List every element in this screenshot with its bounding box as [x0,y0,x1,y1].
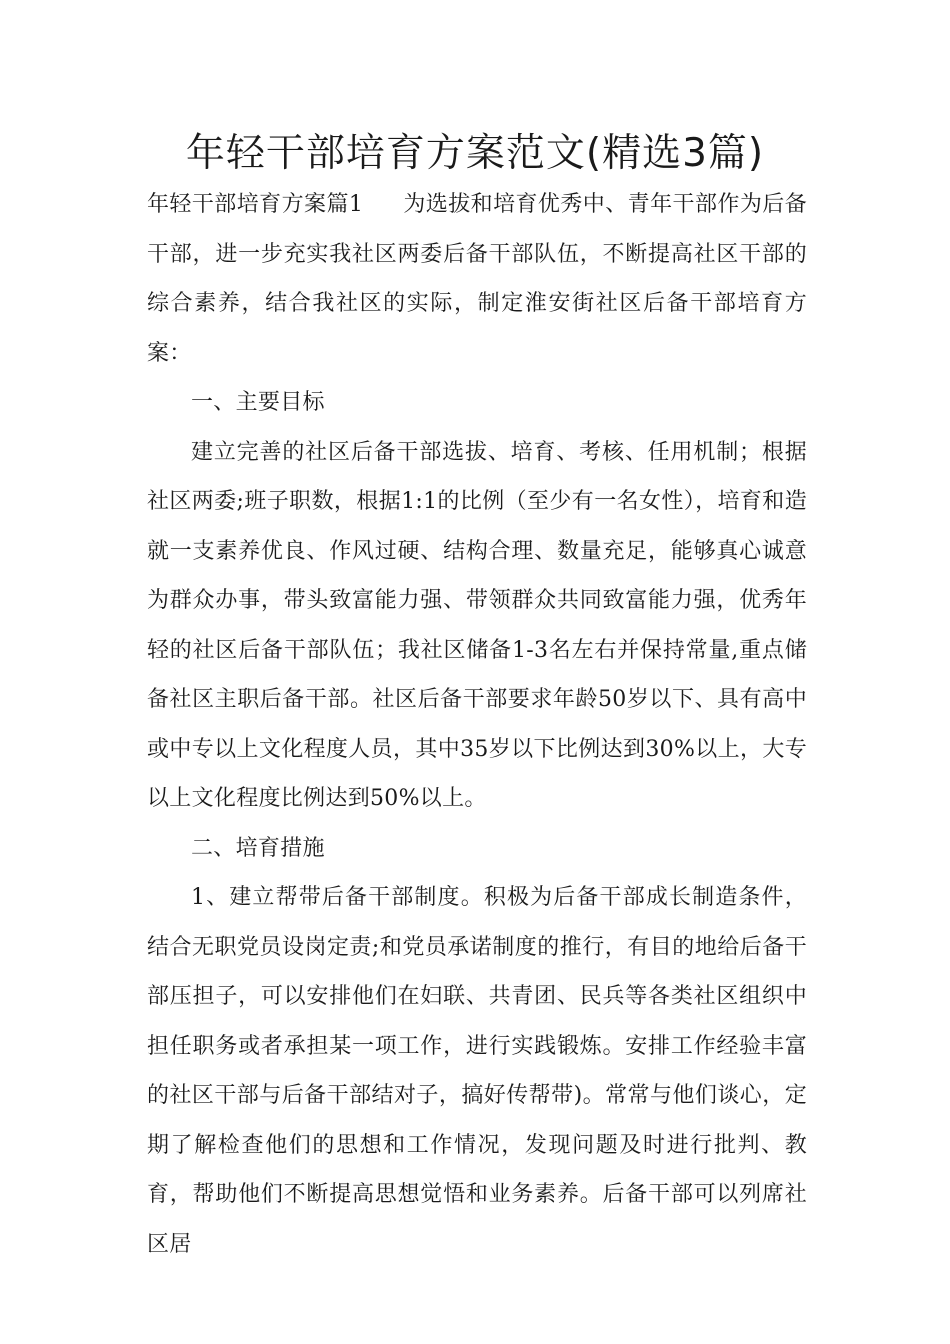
section2-heading: 二、培育措施 [191,835,325,861]
lead-label: 年轻干部培育方案篇1 [147,192,364,217]
intro-paragraph [147,180,807,378]
section2-item1-paragraph: 1、建立帮带后备干部制度。积极为后备干部成长制造条件，结合无职党员设岗定责;和党员承诺制度的推行，有目的地给后备干部压担子，可以安排他们在妇联、共青团、民兵等各类社区组织中担任职务或者承担某一项工作，进行实践锻炼。安排工作经验丰富的社区干部与后备干部结对子，搞好传帮带)。常常与他们谈心，定期了解检查他们的思想和工作情况，发现问题及时进行批判、教育，帮助他们不断提高思想觉悟和业务素养。后备干部可以列席社区居 [147,885,807,1257]
section1-paragraph: 建立完善的社区后备干部选拔、培育、考核、任用机制；根据社区两委;班子职数，根据1:1的比例（至少有一名女性），培育和造就一支素养优良、作风过硬、结构合理、数量充足，能够真心诚意为群众办事，带头致富能力强、带领群众共同致富能力强，优秀年轻的社区后备干部队伍；我社区储备1-3名左右并保持常量,重点储备社区主职后备干部。社区后备干部要求年龄50岁以下、具有高中或中专以上文化程度人员，其中35岁以下比例达到30%以上，大专以上文化程度比例达到50%以上。 [147,439,807,811]
section1-heading: 一、主要目标 [191,390,325,415]
document-title: 年轻干部培育方案范文(精选3篇) [185,131,765,176]
intro-text: 为选拔和培育优秀中、青年干部作为后备干部，进一步充实我社区两委后备干部队伍，不断提高社区干部的综合素养，结合我社区的实际，制定淮安街社区后备干部培育方案： [147,192,808,366]
document-body [147,180,807,1269]
